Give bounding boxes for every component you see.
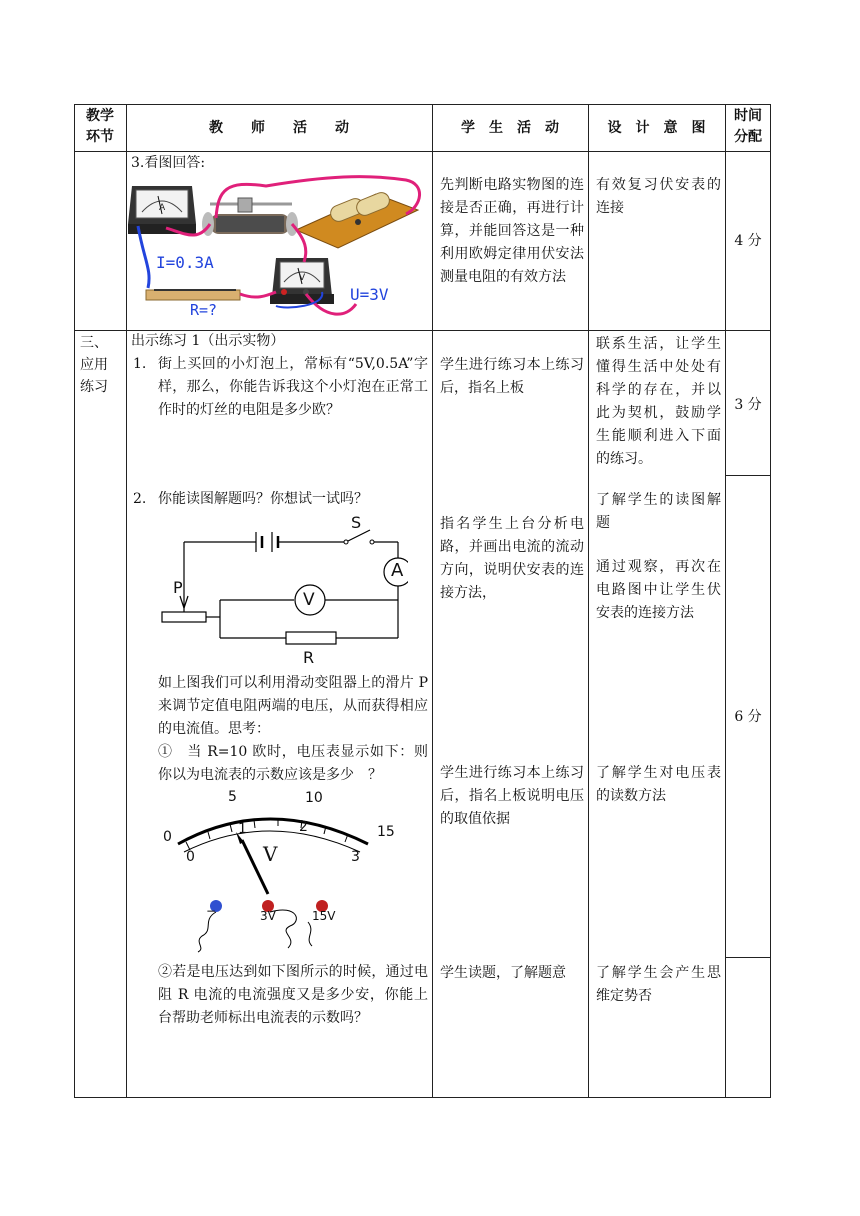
resistor-symbol — [286, 632, 336, 644]
rheostat-symbol — [162, 612, 206, 622]
row2-teacher-intro: 出示练习 1（出示实物） — [131, 333, 285, 349]
circuit-label-a: A — [391, 560, 404, 581]
row1-time: 4 分 — [734, 233, 762, 249]
row2-intent-b: 了解学生的读图解题 — [596, 492, 721, 531]
meter-bottom-2: 2 — [299, 819, 308, 835]
q2-number: 2. — [133, 491, 147, 507]
row2-section: 三、 应用 练习 — [80, 335, 108, 395]
header-col-stage: 教学 环节 — [86, 108, 114, 145]
q1-text: 街上买回的小灯泡上，常标有“5V,0.5A”字样，那么，你能告诉我这个小灯泡在正常工作时的灯丝的电阻是多少欧？ — [158, 356, 428, 418]
row2-intent-a: 联系生活，让学生懂得生活中处处有科学的存在，并以此为契机，鼓励学生能顺利进入下面的练习。 — [596, 336, 721, 467]
row2-time-b: 6 分 — [734, 709, 762, 725]
svg-text:A: A — [159, 203, 166, 213]
meter-label-3v: 3V — [260, 909, 276, 923]
circuit-label-p: P — [173, 578, 183, 597]
header-col-time: 时间 分配 — [734, 108, 762, 145]
row1-student: 先判断电路实物图的连接是否正确，再进行计算，并能回答这是一种利用欧姆定律用伏安法测量电阻的有效方法 — [440, 177, 584, 285]
q2-paragraph: 如上图我们可以利用滑动变阻器上的滑片 P 来调节定值电阻两端的电压，从而获得相应的电流值。思考： — [158, 675, 428, 737]
row2-intent-d: 了解学生对电压表的读数方法 — [596, 765, 721, 804]
q2-sub2: ②若是电压达到如下图所示的时候，通过电阻 R 电流的电流强度又是多少安，你能上台帮助老师标出电流表的示数吗？ — [158, 964, 428, 1026]
meter-top-10: 10 — [305, 790, 323, 806]
row1-teacher-title: 3.看图回答: — [131, 155, 206, 171]
q1-number: 1. — [133, 356, 147, 372]
row2-intent-c: 通过观察，再次在电路图中让学生伏安表的连接方法 — [596, 559, 721, 621]
header-col-intent: 设 计 意 图 — [607, 120, 706, 136]
row2-student-d: 学生读题，了解题意 — [440, 965, 566, 981]
circuit-label-s: S — [351, 513, 362, 532]
meter-top-5: 5 — [228, 789, 237, 805]
row2-student-a: 学生进行练习本上练习后，指名上板 — [440, 357, 584, 396]
row2-intent-e: 了解学生会产生思维定势否 — [596, 965, 721, 1004]
label-voltage: U=3V — [350, 285, 389, 304]
meter-top-0: 0 — [163, 829, 172, 845]
meter-bottom-0: 0 — [186, 849, 195, 865]
meter-top-15: 15 — [377, 824, 395, 840]
meter-bottom-1: 1 — [238, 821, 247, 837]
row2-time-a: 3 分 — [734, 397, 762, 413]
circuit-diagram — [158, 514, 408, 670]
meter-symbol-v: V — [263, 842, 278, 866]
header-col-student: 学 生 活 动 — [461, 120, 559, 136]
label-current: I=0.3A — [156, 253, 214, 272]
row1-intent: 有效复习伏安表的连接 — [596, 177, 721, 216]
meter-label-15v: 15V — [312, 909, 336, 923]
row2-student-c: 学生进行练习本上练习后，指名上板说明电压的取值依据 — [440, 765, 584, 827]
header-col-teacher: 教 师 活 动 — [209, 120, 349, 136]
resistor-board — [146, 290, 240, 300]
circuit-label-v: V — [303, 590, 315, 610]
q2-sub1: ① 当 R=10 欧时，电压表显示如下：则你以为电流表的示数应该是多少 ？ — [158, 744, 428, 783]
meter-bottom-3: 3 — [351, 849, 360, 865]
meter-label-minus: − — [206, 904, 217, 918]
voltmeter-device — [270, 258, 334, 304]
battery-box-device — [296, 190, 418, 248]
label-resistance: R=? — [190, 301, 218, 319]
svg-text:V: V — [299, 273, 306, 283]
circuit-label-r: R — [303, 648, 315, 667]
voltmeter-dial — [158, 786, 408, 956]
q2-text: 你能读图解题吗？你想试一试吗？ — [158, 491, 368, 507]
row2-student-b: 指名学生上台分析电路，并画出电流的流动方向，说明伏安表的连接方法， — [440, 516, 584, 601]
